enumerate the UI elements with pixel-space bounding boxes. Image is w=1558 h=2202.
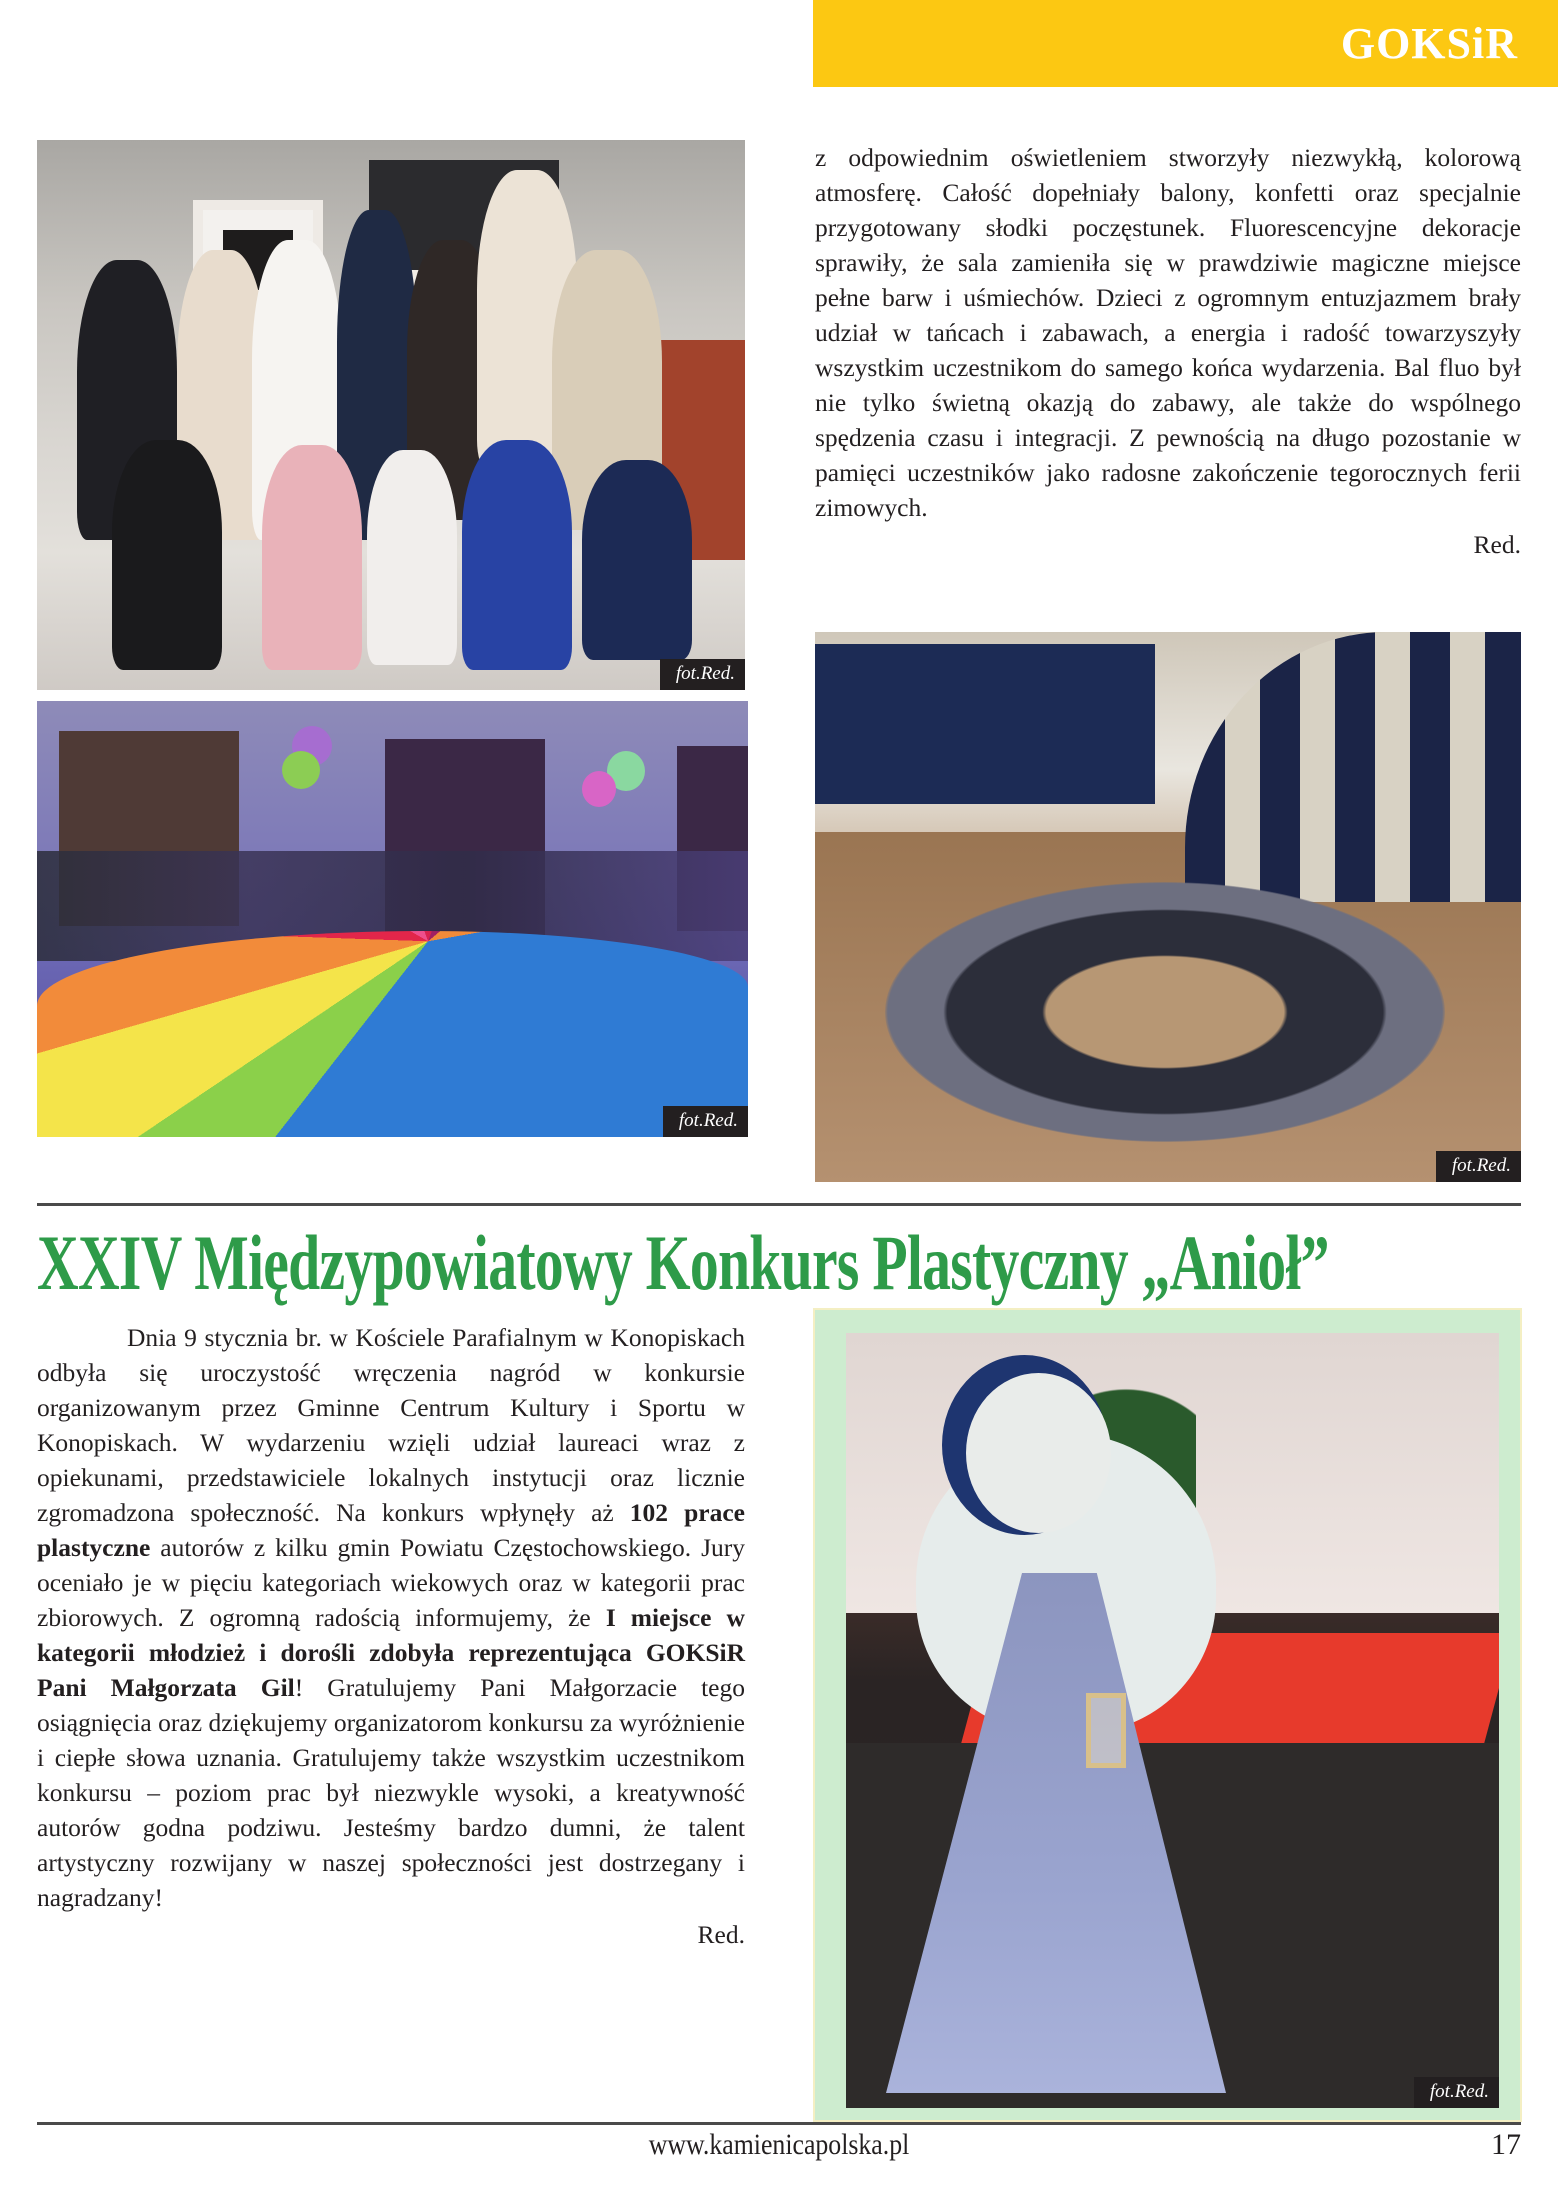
angel-head [966,1373,1111,1533]
photo-figure [582,460,692,660]
article2-text-part: autorów z kilku gmin Powiatu Częstochowskiego. Jury oceniało je w pięciu kategoriach wiekowych oraz w kategorii prac zbiorowych. Z ogromną radością informujemy, że [37,1533,745,1632]
balloon-icon [582,771,616,807]
section-divider [37,1203,1521,1206]
photo-figure [367,450,457,665]
photo-credit: fot.Red. [663,1106,748,1137]
article2-text-part: Dnia 9 stycznia br. w Kościele Parafialnym w Konopiskach odbyła się uroczystość wręczenia nagród w konkursie organizowanym przez Gminne Centrum Kultury i Sportu w Konopiskach. W wydarzeniu wzięli udział laureaci wraz z opiekunami, przedstawiciele lokalnych instytucji oraz licznie zgromadzona społeczność. Na konkurs wpłynęły aż [37,1323,745,1527]
photo-figure [112,440,222,670]
photo-detail-parachute [37,931,748,1137]
photo-detail-curtain [815,644,1155,804]
footer-divider [37,2122,1521,2125]
article2-paragraph [37,1320,745,1915]
photo-angel-figure [846,1333,1499,2108]
article1-signature: Red. [1473,530,1521,559]
lantern-icon [1086,1693,1126,1768]
photo-parachute-game [37,701,748,1137]
brand-logo-text: GOKSiR [1340,19,1518,68]
page-number: 17 [1491,2128,1521,2161]
photo-credit: fot.Red. [1436,1151,1521,1182]
photo-credit: fot.Red. [1414,2077,1499,2108]
article2-text-column [37,1320,745,1952]
article1-paragraph: z odpowiednim oświetleniem stworzyły niezwykłą, kolorową atmosferę. Całość dopełniały balony, konfetti oraz specjalnie przygotowany słodki poczęstunek. Fluorescencyjne dekoracje sprawiły, że sala zamieniła się w prawdziwie magiczne miejsce pełne barw i uśmiechów. Dzieci z ogromnym entuzjazmem brały udział w tańcach i zabawach, a energia i radość towarzyszyły wszystkim uczestnikom do samego końca wydarzenia. Bal fluo był nie tylko świetną okazją do zabawy, ale także do wspólnego spędzenia czasu i integracji. Z pewnością na długo pozostanie w pamięci uczestników jako radosne zakończenie tegorocznych ferii zimowych. [815,143,1521,522]
article2-text-part: ! Gratulujemy Pani Małgorzacie tego osiągnięcia oraz dziękujemy organizatorom konkursu za wyróżnienie i ciepłe słowa uznania. Gratulujemy także wszystkim uczestnikom konkursu – poziom prac był niezwykle wysoki, a kreatywność autorów godna podziwu. Jesteśmy bardzo dumni, że talent artystyczny rozwijany w naszej społeczności jest dostrzegany i nagradzany! [37,1673,745,1912]
article2-highlight-count: 102 prace plastyczne [37,1498,745,1562]
balloon-icon [282,751,320,789]
photo-figure [462,440,572,670]
photo-figure [262,445,362,670]
photo-children-circle [815,632,1521,1182]
photo-credit: fot.Red. [660,659,745,690]
photo-detail-dome [1185,632,1521,902]
photo-children-with-jars [37,140,745,690]
photo-figures-circle [885,882,1445,1142]
footer-website-link[interactable]: www.kamienicapolska.pl [648,2128,910,2161]
article1-text-column [815,140,1521,562]
article2-highlight-winner: I miejsce w kategorii młodzież i dorośli zdobyła reprezentująca GOKSiR Pani Małgorzata Gil [37,1603,745,1702]
article2-signature: Red. [697,1920,745,1949]
header-bar [813,0,1558,87]
article2-title: XXIV Międzypowiatowy Konkurs Plastyczny „Anioł” [37,1219,1329,1306]
